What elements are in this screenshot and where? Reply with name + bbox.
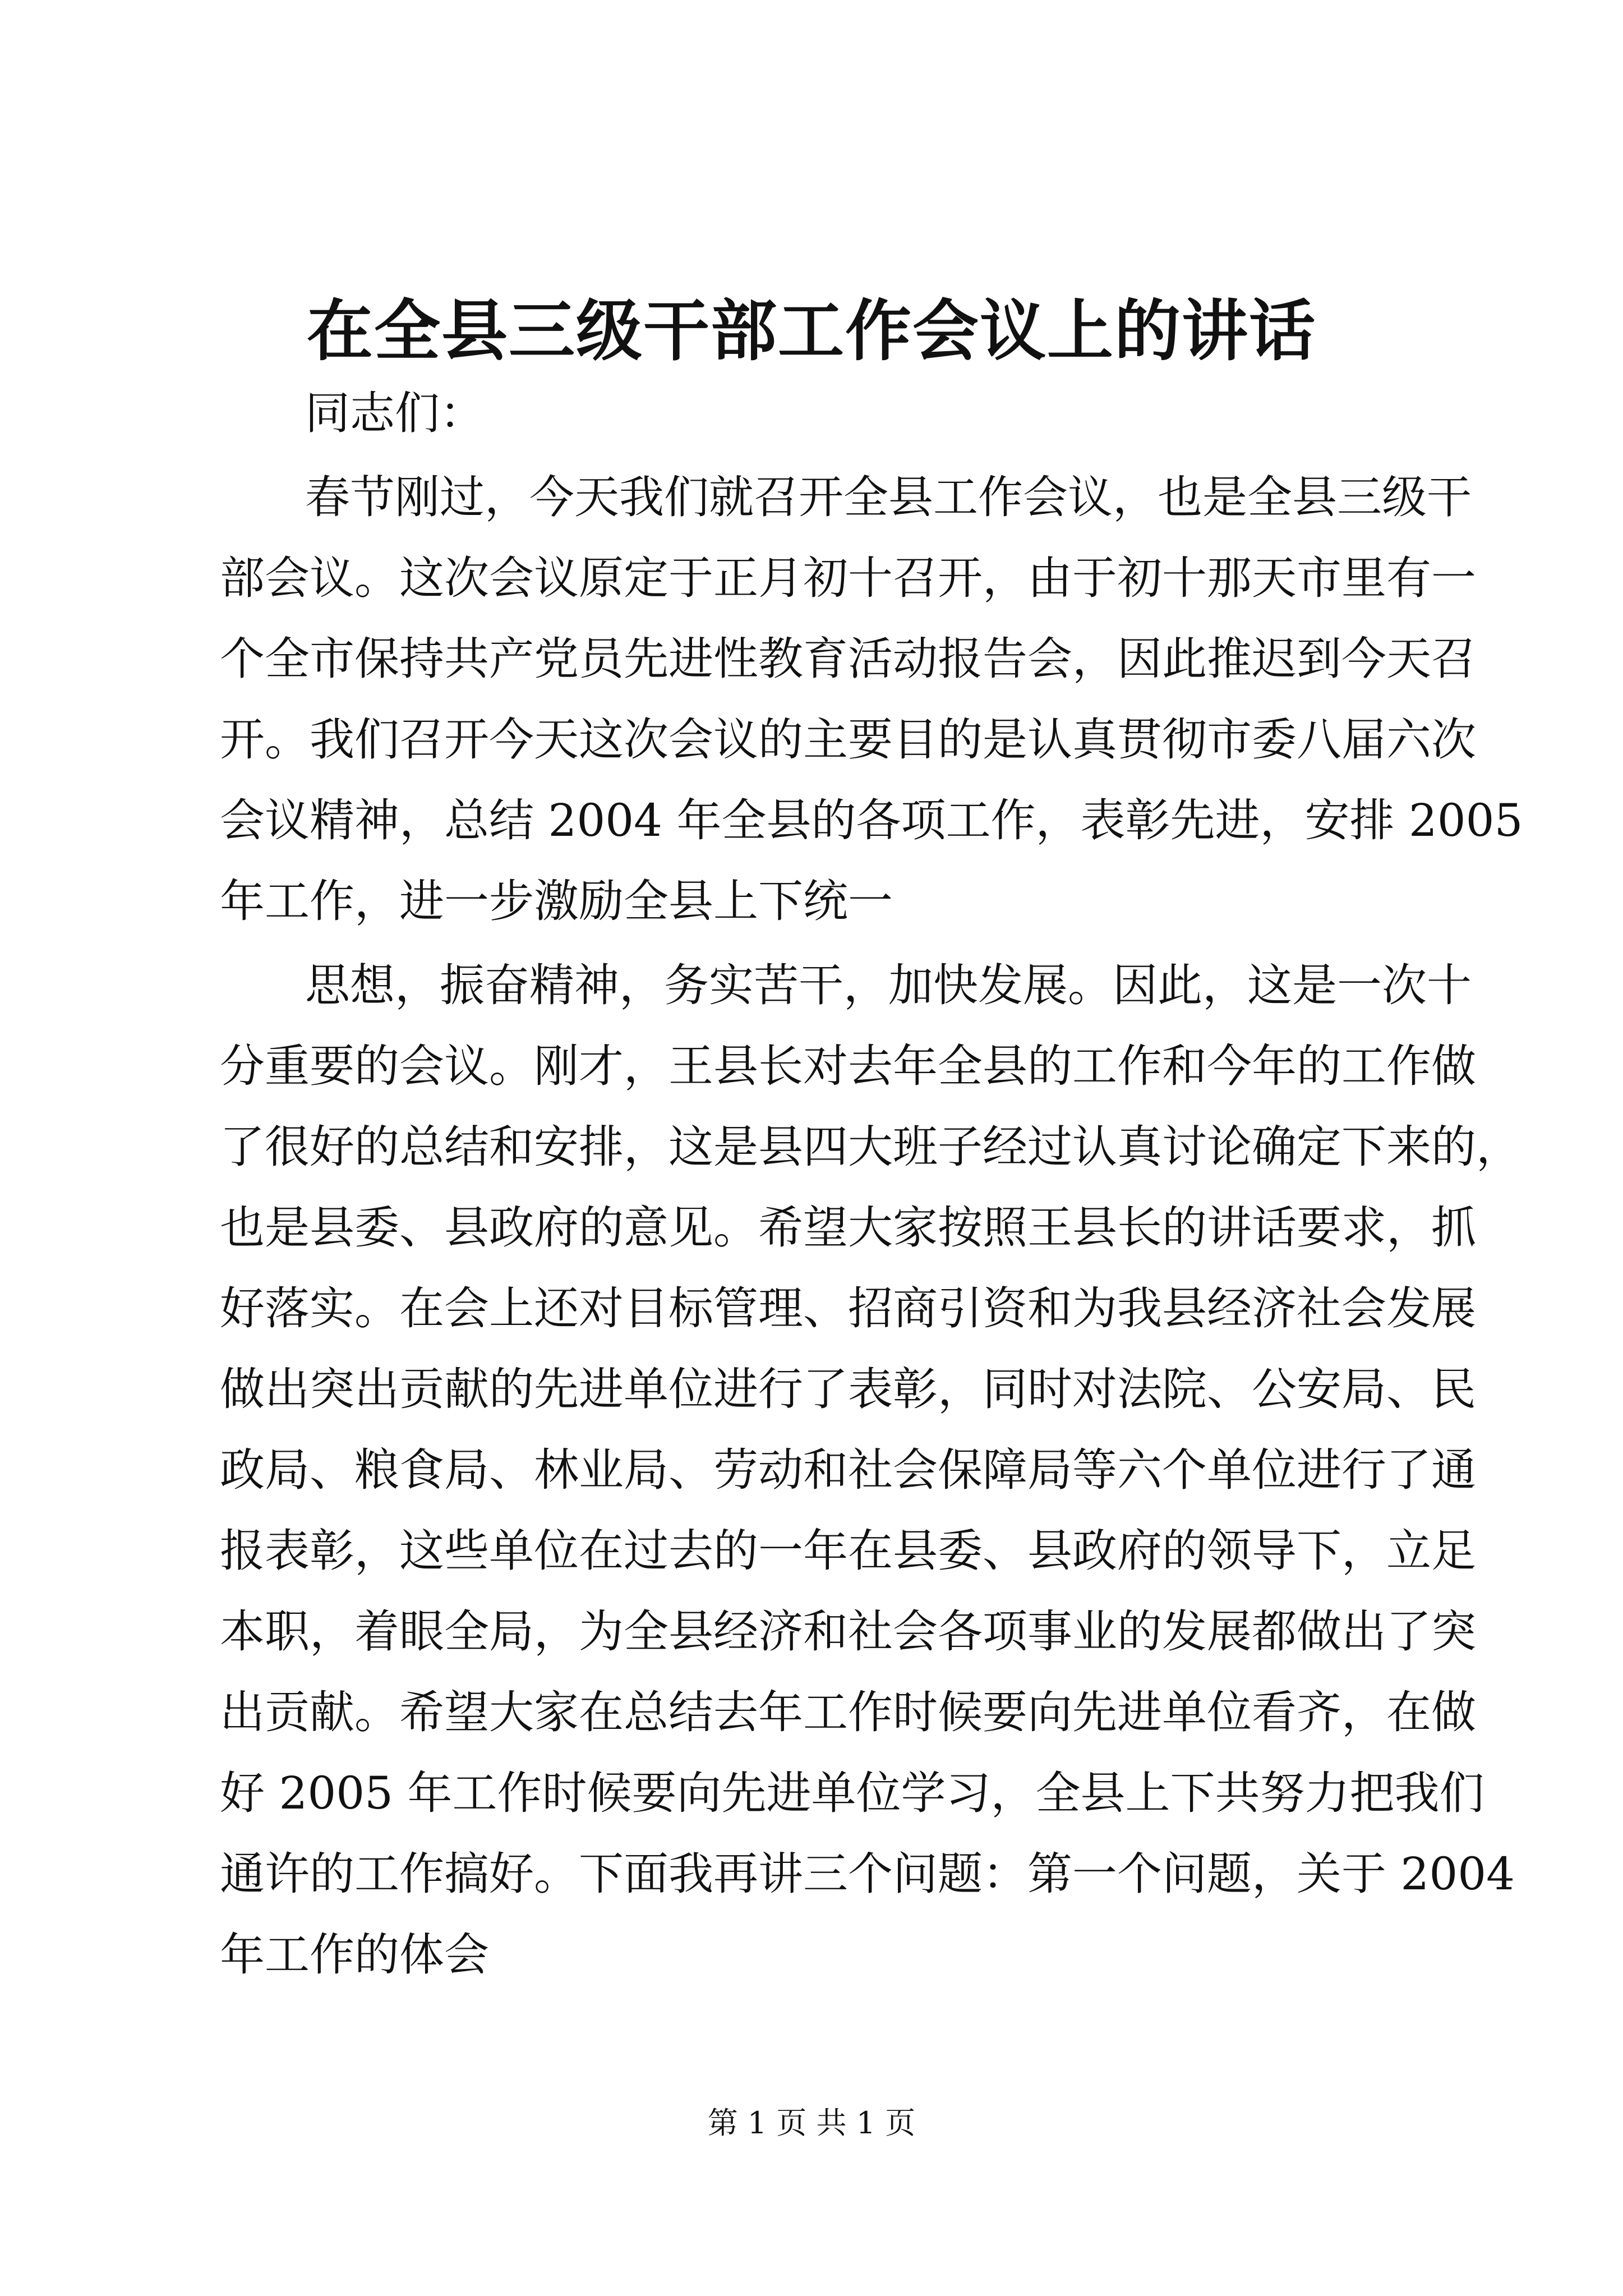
document-body: [220, 373, 1523, 1995]
paragraph-2-line-5: 好落实。在会上还对目标管理、招商引资和为我县经济社会发展: [220, 1282, 1476, 1335]
paragraph-2-line-7: 政局、粮食局、林业局、劳动和社会保障局等六个单位进行了通: [220, 1444, 1476, 1496]
paragraph-2-line-11: 好 2005 年工作时候要向先进单位学习，全县上下共努力把我们: [220, 1767, 1484, 1819]
paragraph-2-line-9: 本职，着眼全局，为全县经济和社会各项事业的发展都做出了突: [220, 1605, 1476, 1658]
paragraph-2-line-2: 分重要的会议。刚才，王县长对去年全县的工作和今年的工作做: [220, 1040, 1476, 1092]
paragraph-1-line-6: 年工作，进一步激励全县上下统一: [220, 875, 893, 927]
page-title: 在全县三级干部工作会议上的讲话: [306, 292, 1316, 370]
paragraph-1-line-2: 部会议。这次会议原定于正月初十召开，由于初十那天市里有一: [220, 552, 1476, 604]
paragraph-2-line-12: 通许的工作搞好。下面我再讲三个问题：第一个问题，关于 2004: [220, 1848, 1515, 1900]
paragraph-2-line-1: 思想，振奋精神，务实苦干，加快发展。因此，这是一次十: [305, 959, 1472, 1011]
paragraph-1-line-1: 春节刚过，今天我们就召开全县工作会议，也是全县三级干: [305, 471, 1472, 523]
paragraph-2-line-4: 也是县委、县政府的意见。希望大家按照王县长的讲话要求，抓: [220, 1202, 1476, 1254]
paragraph-2-line-10: 出贡献。希望大家在总结去年工作时候要向先进单位看齐，在做: [220, 1686, 1476, 1738]
paragraph-1-line-5: 会议精神，总结 2004 年全县的各项工作，表彰先进，安排 2005: [220, 794, 1523, 846]
paragraph-2-line-6: 做出突出贡献的先进单位进行了表彰，同时对法院、公安局、民: [220, 1363, 1476, 1415]
paragraph-2-line-3: 了很好的总结和安排，这是县四大班子经过认真讨论确定下来的，: [220, 1121, 1521, 1173]
paragraph-1-line-3: 个全市保持共产党员先进性教育活动报告会，因此推迟到今天召: [220, 633, 1476, 685]
salutation-line: 同志们：: [305, 387, 485, 439]
paragraph-2-line-13: 年工作的体会: [220, 1929, 489, 1981]
paragraph-2-line-8: 报表彰，这些单位在过去的一年在县委、县政府的领导下，立足: [220, 1525, 1476, 1577]
paragraph-1-line-4: 开。我们召开今天这次会议的主要目的是认真贯彻市委八届六次: [220, 714, 1476, 766]
page-footer: 第 1 页 共 1 页: [707, 2105, 916, 2141]
